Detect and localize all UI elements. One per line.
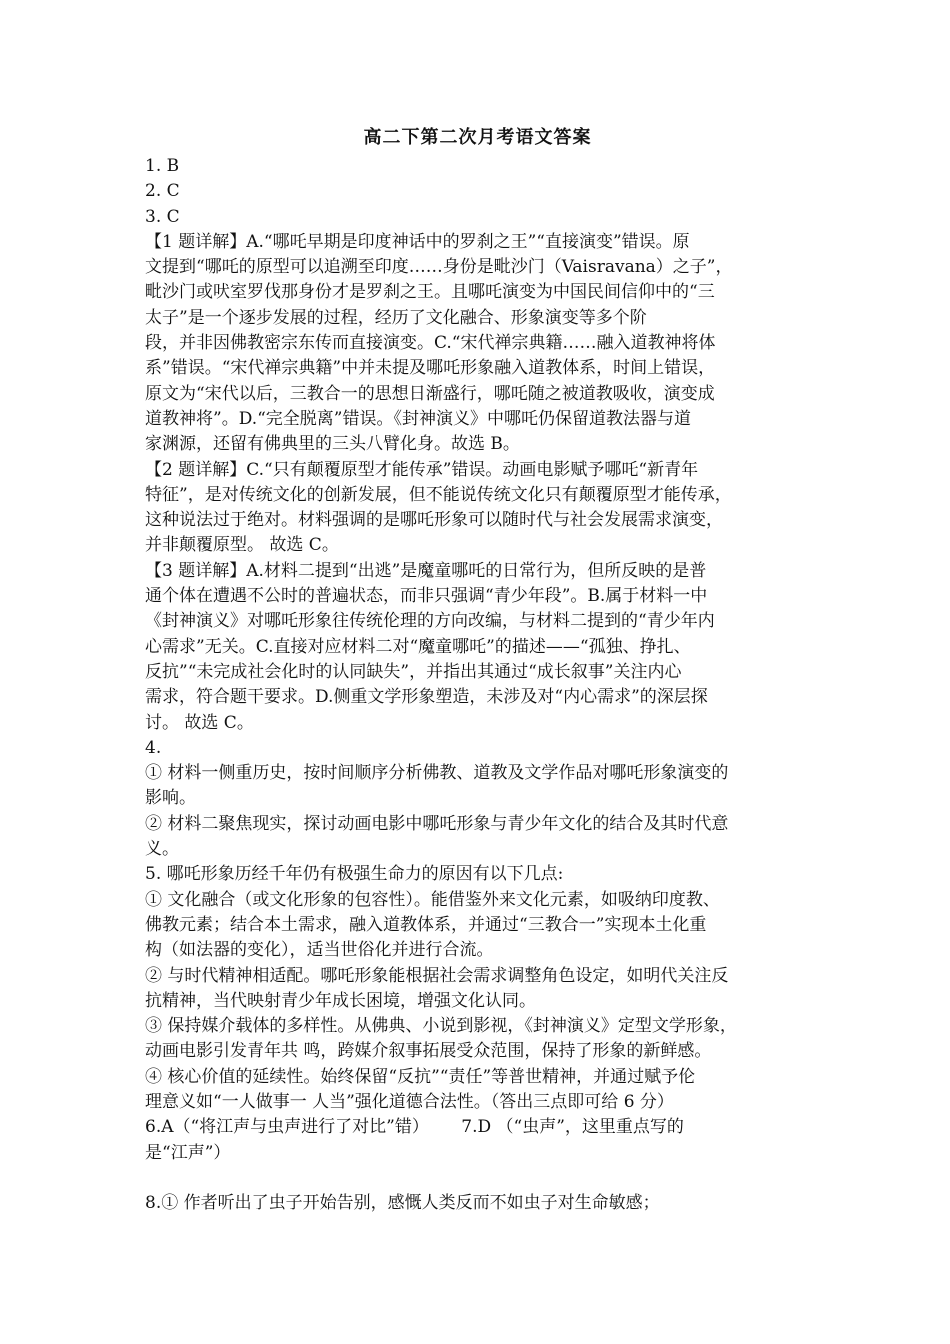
text-line: ① 材料一侧重历史，按时间顺序分析佛教、道教及文学作品对哪吒形象演变的 [145,763,729,784]
text-line: 义。 [145,839,179,860]
text-line: 系”错误。“宋代禅宗典籍”中并未提及哪吒形象融入道教体系，时间上错误， [145,358,716,379]
text-line: 家渊源，还留有佛典里的三头八臂化身。故选 B。 [145,434,520,455]
text-line: 抗精神，当代映射青少年成长困境，增强文化认同。 [145,990,536,1011]
text-line: 原文为“宋代以后，三教合一的思想日渐盛行，哪吒随之被道教吸收，演变成 [145,383,715,404]
text-line: 佛教元素；结合本土需求，融入道教体系，并通过“三教合一”实现本土化重 [145,914,707,935]
text-line: 反抗”“未完成社会化时的认同缺失”，并指出其通过“成长叙事”关注内心 [145,661,682,682]
text-line: 毗沙门或吠室罗伐那身份才是罗刹之王。且哪吒演变为中国民间信仰中的“三 [145,282,715,303]
answer-line-8: 8.① 作者听出了虫子开始告别，感慨人类反而不如虫子对生命敏感； [145,1192,660,1213]
text-line: 并非颠覆原型。 故选 C。 [145,535,339,556]
text-line: 构（如法器的变化），适当世俗化并进行合流。 [145,940,494,961]
text-line: 通个体在遭遇不公时的普遍状态，而非只强调“青少年段”。B.属于材料一中 [145,586,708,607]
text-line: 2. C [145,181,180,202]
text-line: ③ 保持媒介载体的多样性。从佛典、小说到影视，《封神演义》定型文学形象， [145,1016,737,1037]
text-line: 《封神演义》对哪吒形象往传统伦理的方向改编，与材料二提到的“青少年内 [145,611,715,632]
text-line: 【2 题详解】C.“只有颠覆原型才能传承”错误。动画电影赋予哪吒“新青年 [145,459,699,480]
text-line: 讨。 故选 C。 [145,712,254,733]
text-line: 【3 题详解】A.材料二提到“出逃”是魔童哪吒的日常行为，但所反映的是普 [145,560,707,581]
text-line: ② 与时代精神相适配。哪吒形象能根据社会需求调整角色设定，如明代关注反 [145,965,729,986]
text-line: 特征”，是对传统文化的创新发展，但不能说传统文化只有颠覆原型才能传承， [145,484,732,505]
answer-body [145,154,810,1166]
text-line: 4. [145,737,162,758]
text-line: 心需求”无关。C.直接对应材料二对“魔童哪吒”的描述——“孤独、挣扎、 [145,636,691,657]
text-line: 6.A（“将江声与虫声进行了对比”错） 7.D （“虫声”，这里重点写的 [145,1117,684,1138]
text-line: 5. 哪吒形象历经千年仍有极强生命力的原因有以下几点: [145,864,564,885]
text-line: 是“江声”） [145,1142,231,1163]
document-title: 高二下第二次月考语文答案 [363,127,592,148]
text-line: 1. B [145,156,180,176]
text-line: 这种说法过于绝对。材料强调的是哪吒形象可以随时代与社会发展需求演变， [145,510,723,531]
text-line: 动画电影引发青年共 鸣，跨媒介叙事拓展受众范围，保持了形象的新鲜感。 [145,1041,712,1062]
text-line: 需求，符合题干要求。D.侧重文学形象塑造，未涉及对“内心需求”的深层探 [145,687,708,708]
text-line: 【1 题详解】A.“哪吒早期是印度神话中的罗刹之王”“直接演变”错误。原 [145,231,690,252]
text-line: ② 材料二聚焦现实，探讨动画电影中哪吒形象与青少年文化的结合及其时代意 [145,813,729,834]
text-line: 3. C [145,206,180,227]
text-line: 文提到“哪吒的原型可以追溯至印度……身份是毗沙门（Vaisravana）之子”， [145,257,733,278]
text-line: 太子”是一个逐步发展的过程，经历了文化融合、形象演变等多个阶 [145,307,647,328]
answer-sheet [145,124,810,1216]
text-line: 段，并非因佛教密宗东传而直接演变。C.“宋代禅宗典籍……融入道教神将体 [145,333,716,354]
blank-gap [145,1166,810,1191]
text-line: 理意义如“一人做事一 人当”强化道德合法性。（答出三点即可给 6 分） [145,1091,674,1112]
text-line: 影响。 [145,788,196,809]
text-line: ① 文化融合（或文化形象的包容性）。能借鉴外来文化元素，如吸纳印度教、 [145,889,720,910]
text-line: 道教神将”。D.“完全脱离”错误。《封神演义》中哪吒仍保留道教法器与道 [145,408,691,429]
text-line: ④ 核心价值的延续性。始终保留“反抗”“责任”等普世精神，并通过赋予伦 [145,1066,696,1087]
